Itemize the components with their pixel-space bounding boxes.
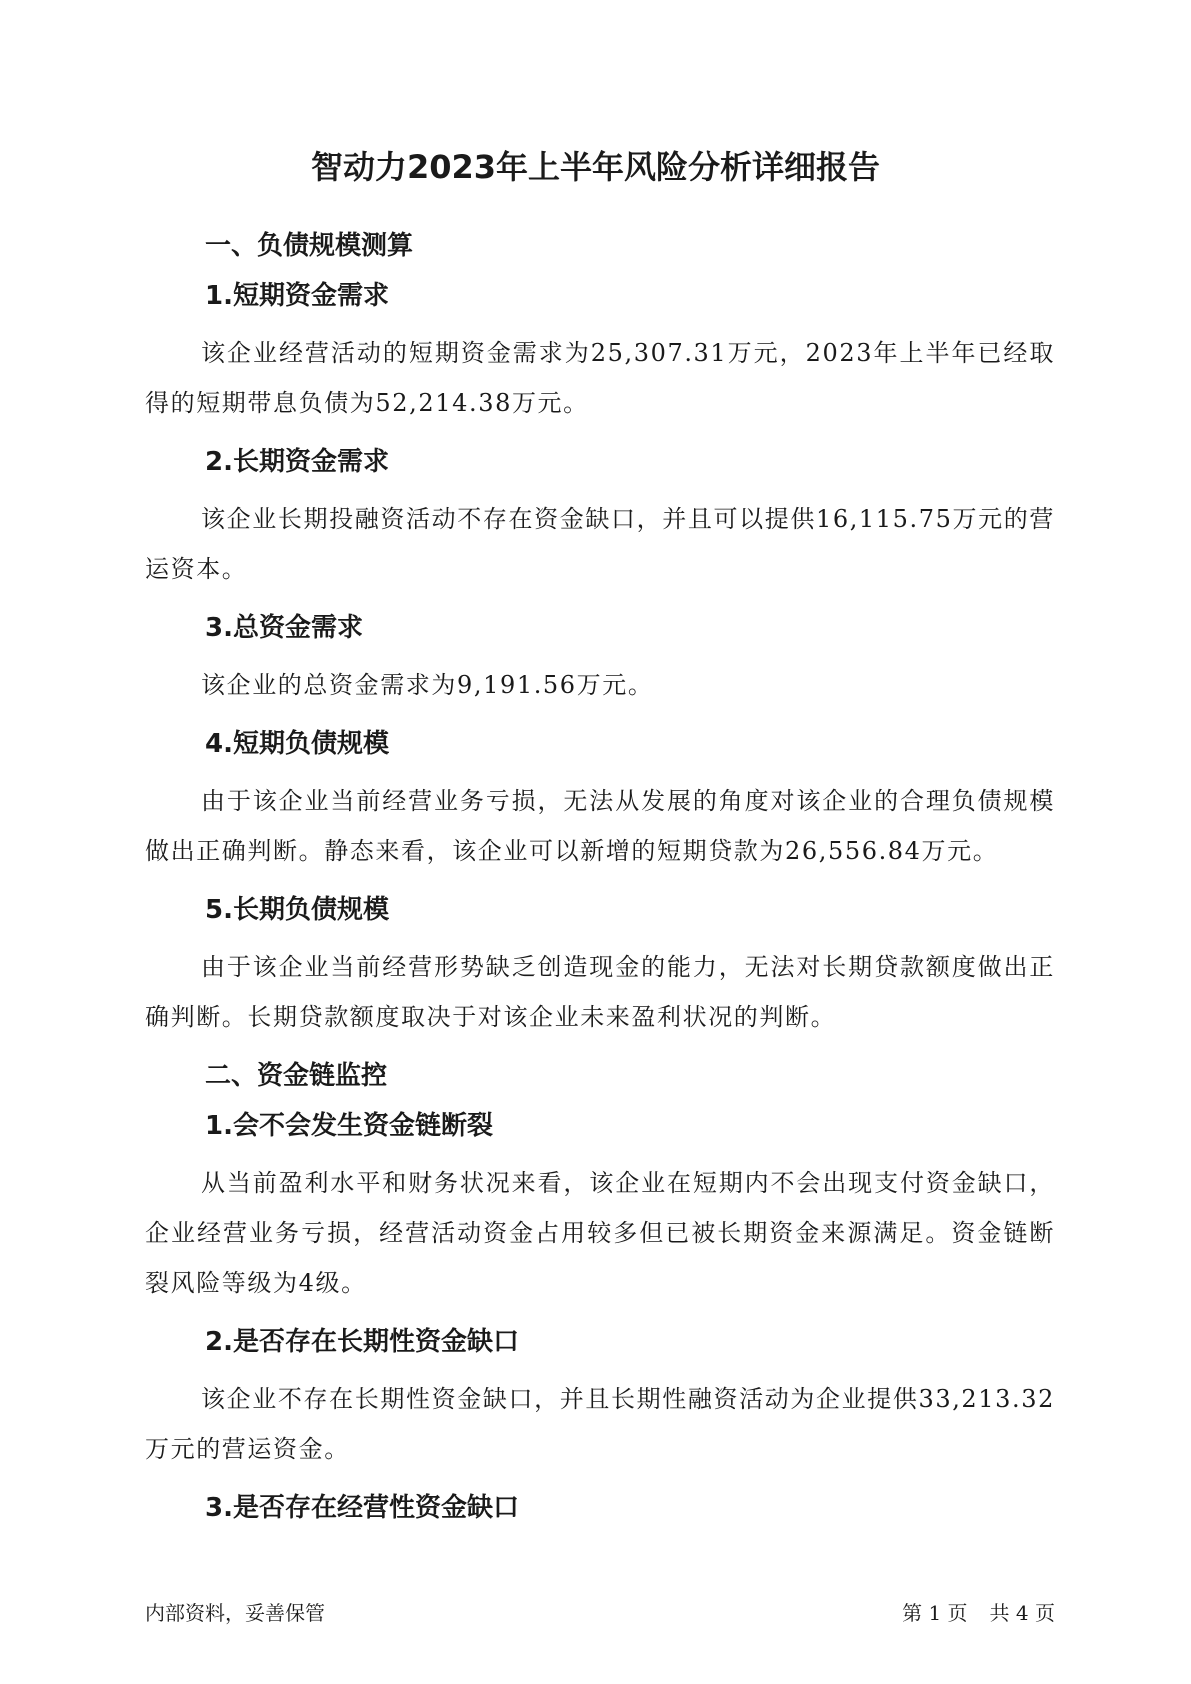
subsection-heading: 1.会不会发生资金链断裂: [205, 1111, 493, 1141]
section-heading: 二、资金链监控: [205, 1061, 388, 1091]
total-pages-label: 共 4 页: [989, 1601, 1055, 1625]
subsection-heading: 5.长期负债规模: [205, 895, 389, 925]
subsection-heading: 4.短期负债规模: [205, 729, 389, 759]
paragraph: 该企业的总资金需求为9,191.56万元。: [201, 671, 654, 699]
page-footer: [145, 1598, 1055, 1628]
current-page-label: 第 1 页: [902, 1601, 968, 1625]
paragraph: 该企业经营活动的短期资金需求为25,307.31万元，2023年上半年已经取得的短期带息负债为52,214.38万元。: [145, 339, 1055, 417]
paragraph: 该企业不存在长期性资金缺口，并且长期性融资活动为企业提供33,213.32万元的营运资金。: [145, 1385, 1055, 1463]
document-body: [145, 226, 1055, 1528]
subsection-heading: 2.长期资金需求: [205, 447, 389, 477]
paragraph: 由于该企业当前经营形势缺乏创造现金的能力，无法对长期贷款额度做出正确判断。长期贷款额度取决于对该企业未来盈利状况的判断。: [145, 953, 1055, 1031]
section-heading: 一、负债规模测算: [205, 231, 414, 261]
paragraph: 由于该企业当前经营业务亏损，无法从发展的角度对该企业的合理负债规模做出正确判断。静态来看，该企业可以新增的短期贷款为26,556.84万元。: [145, 787, 1055, 865]
paragraph: 从当前盈利水平和财务状况来看，该企业在短期内不会出现支付资金缺口，企业经营业务亏损，经营活动资金占用较多但已被长期资金来源满足。资金链断裂风险等级为4级。: [145, 1169, 1055, 1297]
subsection-heading: 2.是否存在长期性资金缺口: [205, 1327, 519, 1357]
subsection-heading: 3.总资金需求: [205, 613, 363, 643]
subsection-heading: 3.是否存在经营性资金缺口: [205, 1493, 519, 1523]
subsection-heading: 1.短期资金需求: [205, 281, 389, 311]
document-title: 智动力2023年上半年风险分析详细报告: [310, 148, 881, 186]
confidentiality-note: 内部资料，妥善保管: [145, 1601, 325, 1625]
paragraph: 该企业长期投融资活动不存在资金缺口，并且可以提供16,115.75万元的营运资本。: [145, 505, 1055, 583]
page-number: [902, 1598, 1055, 1628]
